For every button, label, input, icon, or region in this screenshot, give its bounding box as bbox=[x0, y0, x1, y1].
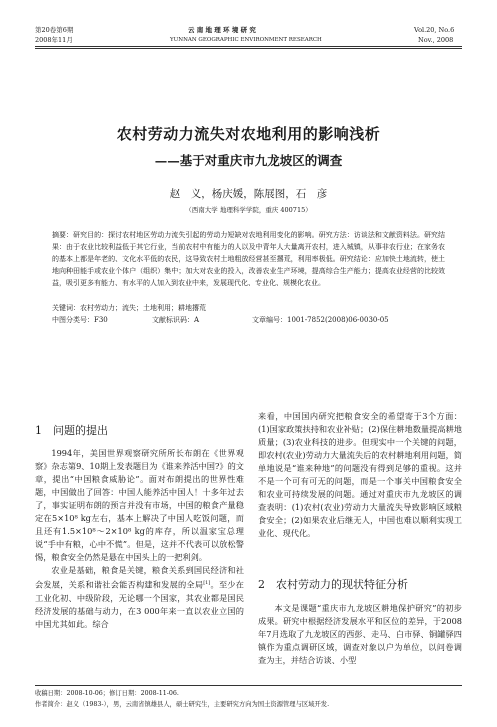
author-list: 赵 义，杨庆媛，陈展图，石 彦 bbox=[169, 188, 328, 200]
paragraph-2-text-b: 。至少在工业化初、中级阶段，无论哪一个国家，其农业都是国民经济发展的基础与动力，在3 000年来一直以农业立国的中国尤其如此。综合 bbox=[35, 579, 244, 629]
section-2-heading: 2 农村劳动力的现状特征分析 bbox=[258, 578, 408, 591]
section-1-paragraph-3: 来看，中国国内研究把粮食安全的希望寄于3个方面：(1)国家政策扶持和农业补贴；(2)保住耕地数量提高耕地质量；(3)农业科技的进步。但现实中一个关键的问题，即农村(农业)劳动力大量流失后的农村耕地利用问题，简单地说是“谁来种地”的问题没有得到足够的重视。这并不是一个可有可无的问题，而是一个事关中国粮食安全和农业可持续发展的问题。通过对重庆市九龙坡区的调查表明：(1)农村(农业)劳动力大量流失导致影响区域粮食安全；(2)如果农业后继无人，中国也难以顺利实现工业化、现代化。 bbox=[258, 411, 462, 538]
footnote-author: 作者简介：赵义（1983-），男，云南省镇雄县人，硕士研究生，主要研究方向为国土资源管理与区域开发. bbox=[35, 701, 330, 708]
header-journal-cn: 云 南 地 理 环 境 研 究 bbox=[188, 26, 256, 34]
clc-number: 中图分类号：F30 bbox=[52, 316, 108, 324]
header-volume-en: Vol.20, No.6 bbox=[414, 26, 455, 34]
section-2-paragraph-1: 本文是课题“重庆市九龙坡区耕地保护研究”的初步成果。研究中根据经济发展水平和区位的差异，于2008年7月选取了九龙坡区的西彭、走马、白市驿、铜罐驿四镇作为重点调研区域，调查对象以户为单位，以问卷调查为主，并结合访谈、小型 bbox=[258, 603, 462, 665]
footnote-rule bbox=[35, 685, 462, 686]
keywords: 关键词：农村劳动力；流失；土地利用；耕地撂荒 bbox=[52, 304, 206, 312]
header-rule bbox=[35, 46, 462, 47]
section-1-paragraph-2 bbox=[35, 564, 244, 631]
right-column bbox=[258, 410, 462, 540]
citation-1: [1] bbox=[203, 580, 211, 586]
header-journal-en: YUNNAN GEOGRAPHIC ENVIRONMENT RESEARCH bbox=[170, 37, 322, 43]
paper-subtitle: ——基于对重庆市九龙坡区的调查 bbox=[154, 153, 343, 168]
section-1-paragraph-1: 1994年，美国世界观察研究所所长布朗在《世界观察》杂志第9、10期上发表题目为《谁来养活中国?》的文章，提出“中国粮食威胁论”。面对布朗提出的世界性难题，中国做出了回答：中国人能养活中国人！十多年过去了，事实证明布朗的预言并没有市场，中国的粮食产量稳定在5×10⁸ kg左右，基本上解决了中国人吃饭问题，而且还有1.5×10⁸～2×10⁸ kg的库存，所以温家宝总理说“手中有粮，心中不慌”。但是，这并不代表可以放松警惕，粮食安全仍然是悬在中国头上的一把利剑。 bbox=[35, 448, 244, 562]
header-date-en: Nov., 2008 bbox=[418, 36, 454, 44]
left-column bbox=[35, 447, 244, 631]
header-volume: 第20卷第6期 bbox=[35, 26, 74, 34]
header-date: 2008年11月 bbox=[35, 36, 73, 44]
section-2-body bbox=[258, 602, 462, 667]
paragraph-2-text-a: 农业是基础，粮食是关键，粮食关系到国民经济和社会发展，关系和谐社会能否构建和发展的全局 bbox=[35, 565, 244, 590]
affiliation: （西南大学 地理科学学院，重庆 400715） bbox=[185, 206, 312, 214]
article-number: 文章编号：1001-7852(2008)06-0030-05 bbox=[252, 316, 389, 324]
footnote-received: 收稿日期：2008-10-06；修订日期：2008-11-06. bbox=[35, 690, 179, 697]
section-1-heading: 1 问题的提出 bbox=[35, 424, 108, 437]
document-code: 文献标识码：A bbox=[152, 316, 200, 324]
abstract: 摘要：研究目的：探讨农村地区劳动力流失引起的劳动力短缺对农地利用变化的影响。研究方法：访谈法和文献资料法。研究结果：由于农业比较利益低于其它行业，当前农村中有能力的人以及中青年人大量离开农村，进入城镇，从事非农行业；在家务农的基本上都是年老的、文化水平低的农民，这导致农村土地粗放经营甚至撂荒，利用率极低。研究结论：应加快土地流转，使土地向种田能手或农业个体户（组织）集中；加大对农业的投入，改善农业生产环境，提高综合生产能力；提高农业经营的比较效益，吸引更多有能力、有水平的人加入到农业中来，发展现代化、专业化、规模化农业。 bbox=[52, 231, 445, 287]
paper-title: 农村劳动力流失对农地利用的影响浅析 bbox=[116, 125, 381, 143]
